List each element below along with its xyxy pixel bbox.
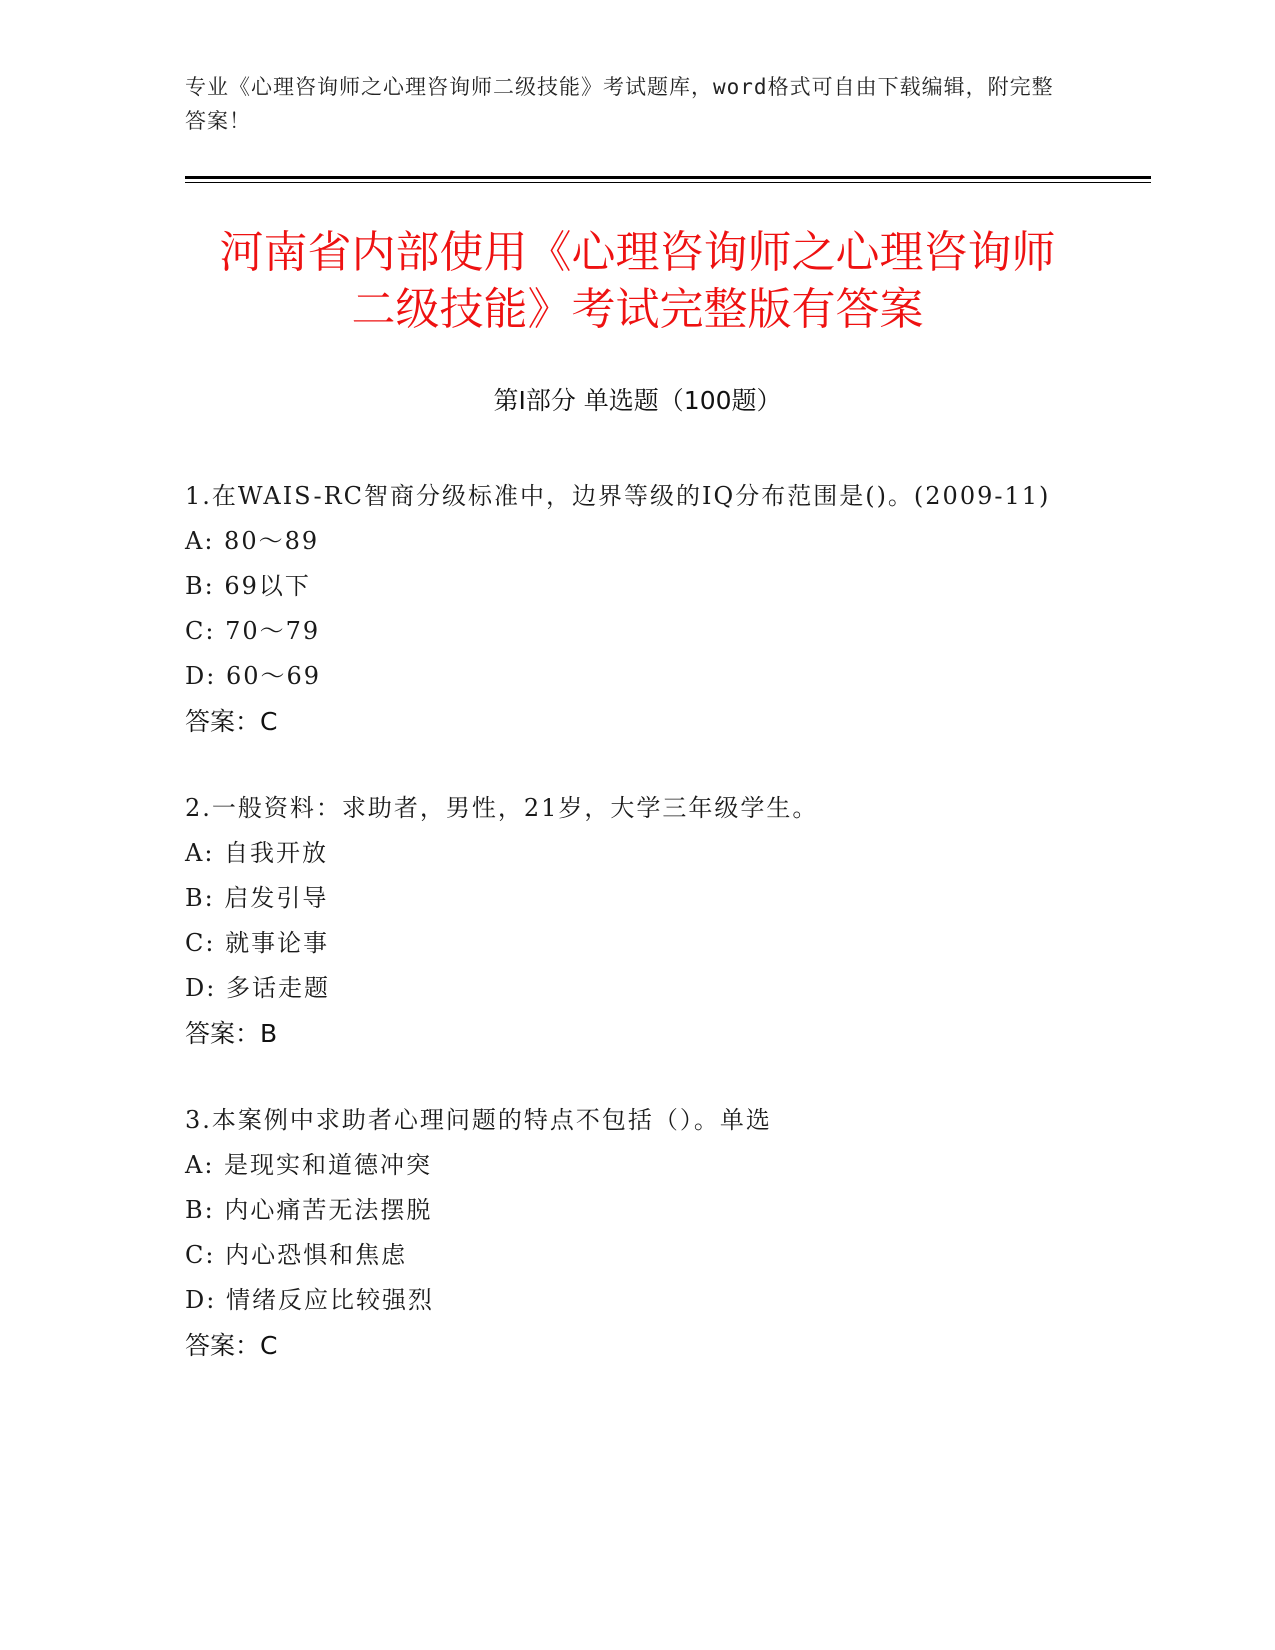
document-title (160, 224, 1115, 338)
option-b: B: 内心痛苦无法摆脱 (185, 1196, 433, 1224)
document-title-line-1: 河南省内部使用《心理咨询师之心理咨询师 (219, 227, 1056, 278)
question-2 (185, 786, 1075, 1056)
answer: 答案：C (185, 707, 278, 736)
option-b: B: 启发引导 (185, 884, 329, 912)
header-note: 专业《心理咨询师之心理咨询师二级技能》考试题库，word格式可自由下载编辑，附完整答案！ (185, 75, 1054, 133)
answer: 答案：C (185, 1331, 278, 1360)
option-a: A: 80～89 (185, 527, 320, 555)
section-title: 第Ⅰ部分 单选题（100题） (493, 386, 782, 415)
option-d: D: 多话走题 (185, 974, 330, 1002)
question-stem: 1.在WAIS-RC智商分级标准中，边界等级的IQ分布范围是()。(2009-11) (185, 482, 1051, 510)
question-1 (185, 474, 1075, 744)
option-c: C: 内心恐惧和焦虑 (185, 1241, 408, 1269)
header-divider-thin (185, 182, 1151, 183)
question-stem: 3.本案例中求助者心理问题的特点不包括（）。单选 (185, 1106, 772, 1134)
question-list (185, 474, 1075, 1410)
option-b: B: 69以下 (185, 572, 311, 600)
header-divider-thick (185, 176, 1151, 179)
option-c: C: 70～79 (185, 617, 321, 645)
question-3 (185, 1098, 1075, 1368)
answer: 答案：B (185, 1019, 278, 1048)
option-d: D: 情绪反应比较强烈 (185, 1286, 434, 1314)
option-d: D: 60～69 (185, 662, 322, 690)
document-title-line-2: 二级技能》考试完整版有答案 (351, 284, 924, 335)
question-stem: 2.一般资料：求助者，男性，21岁，大学三年级学生。 (185, 794, 819, 822)
option-c: C: 就事论事 (185, 929, 330, 957)
option-a: A: 是现实和道德冲突 (185, 1151, 433, 1179)
option-a: A: 自我开放 (185, 839, 329, 867)
